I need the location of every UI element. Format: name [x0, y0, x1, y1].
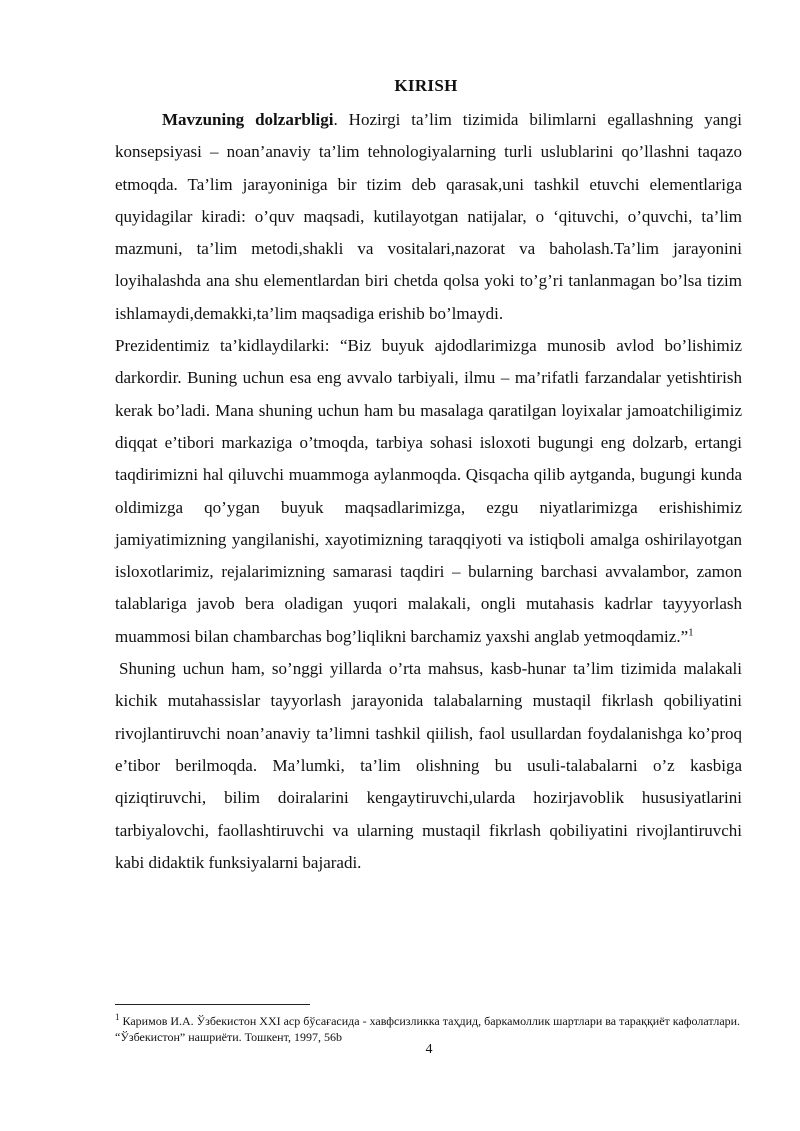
footnote-separator: [115, 1004, 310, 1005]
paragraph-relevance: [115, 104, 742, 330]
footnote: [115, 1013, 742, 1045]
page-number: 4: [425, 1042, 433, 1057]
footnote-reference: 1: [688, 626, 694, 639]
footnote-mark: 1: [115, 1012, 120, 1022]
paragraph-methods: [115, 653, 742, 879]
footnote-text: Каримов И.А. Ўзбекистон XXI аср бўсағасида - хавфсизликка таҳдид, баркамоллик шартлари ва тараққиёт кафолатлари. “Ўзбекистон” нашриёти. Тошкент, 1997, 56b: [115, 1014, 741, 1044]
paragraph-president-quote: [115, 330, 742, 653]
paragraph-lead: Mavzuning dolzarbligi: [162, 110, 334, 129]
paragraph-text: Shuning uchun ham, so’nggi yillarda o’rta mahsus, kasb-hunar ta’lim tizimida malakali kichik mutahassislar tayyorlash jarayonida talabalarning mustaqil fikrlash qobiliyatini rivojlantiruvchi noan’anaviy ta’limni tashkil qiilish, faol usullardan foydalanishga ko’proq e’tibor berilmoqda. Ma’lumki, ta’lim olishning bu usuli-talabalarni o’z kasbiga qiziqtiruvchi, bilim doiralarini kengaytiruvchi,ularda hozirjavoblik hususiyatlarini tarbiyalovchi, faollashtiruvchi va ularning mustaqil fikrlash qobiliyatini rivojlantiruvchi kabi didaktik funksiyalarni bajaradi.: [115, 659, 742, 872]
section-heading: KIRISH: [394, 76, 458, 95]
paragraph-text: Prezidentimiz ta’kidlaydilarki: “Biz buyuk ajdodlarimizga munosib avlod bo’lishimiz darkordir. Buning uchun esa eng avvalo tarbiyali, ilmu – ma’rifatli farzandalar yetishtirish kerak bo’ladi. Mana shuning uchun ham bu masalaga qaratilgan loyixalar jamoatchiligimiz diqqat e’tibori markaziga o’tmoqda, tarbiya sohasi isloxoti bugungi eng dolzarb, ertangi taqdirimizni hal qiluvchi muammoga aylanmoqda. Qisqacha qilib aytganda, bugungi kunda oldimizga qo’ygan buyuk maqsadlarimizga, ezgu niyatlarimizga erishishimiz jamiyatimizning yangilanishi, xayotimizning taraqqiyoti va istiqboli amalga oshirilayotgan isloxotlarimiz, rejalarimizning samarasi taqdiri – bularning barchasi avvalambor, zamon talablariga javob bera oladigan yuqori malakali, ongli mutahasis kadrlar tayyyorlash muammosi bilan chambarchas bog’liqlikni barchamiz yaxshi anglab yetmoqdamiz.”: [115, 336, 742, 646]
body-text: [115, 104, 742, 879]
paragraph-text: . Hozirgi ta’lim tizimida bilimlarni egallashning yangi konsepsiyasi – noan’anaviy ta’lim tehnologiyalarning turli uslublarini qo’llashni taqazo etmoqda. Ta’lim jarayoniniga bir tizim deb qarasak,uni tashkil etuvchi elementlariga quyidagilar kiradi: o’quv maqsadi, kutilayotgan natijalar, o ‘qituvchi, o’quvchi, ta’lim mazmuni, ta’lim metodi,shakli va vositalari,nazorat va baholash.Ta’lim jarayonini loyihalashda ana shu elementlardan biri chetda qolsa yoki to’g’ri tanlanmagan bo’lsa tizim ishlamaydi,demakki,ta’lim maqsadiga erishib bo’lmaydi.: [115, 110, 742, 323]
